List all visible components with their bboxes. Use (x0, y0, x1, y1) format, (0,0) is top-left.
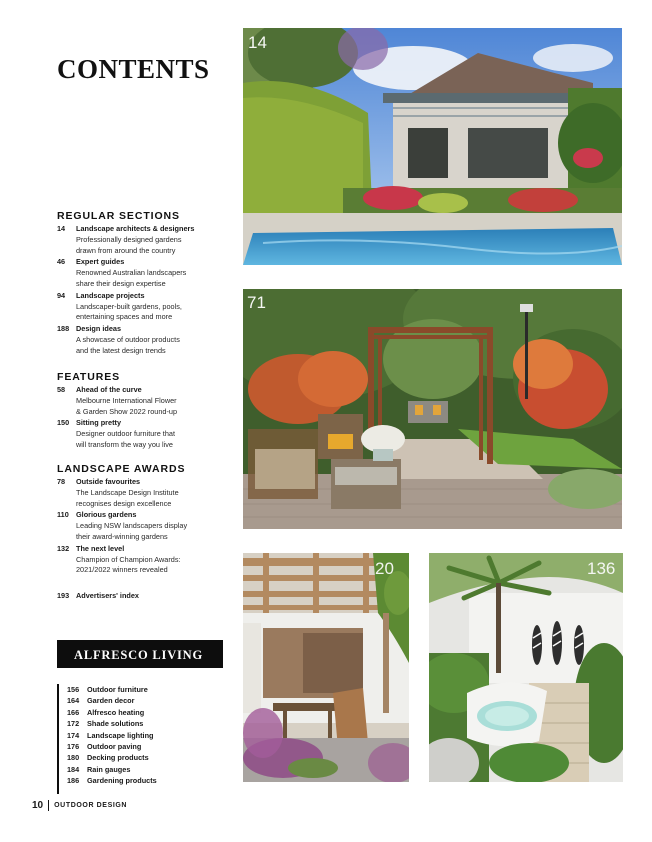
section-heading: FEATURES (57, 371, 121, 383)
photo-pool-house[interactable] (243, 28, 622, 265)
toc-entry[interactable] (57, 324, 237, 356)
toc-page-number: 58 (57, 385, 66, 394)
alfresco-item-title: Outdoor furniture (87, 685, 148, 694)
toc-entry-desc: entertaining spaces and more (76, 312, 173, 322)
toc-page-number: 150 (57, 418, 70, 428)
toc-entry-title: Landscape architects & designers (76, 224, 195, 233)
folio-magazine-name: OUTDOOR DESIGN (54, 802, 128, 809)
toc-entry-desc: Professionally designed gardens (76, 234, 182, 244)
alfresco-item[interactable] (67, 764, 223, 775)
regular-sections (57, 210, 237, 358)
toc-entry[interactable] (57, 510, 237, 542)
photo-page-number: 136 (587, 559, 616, 578)
page-title: CONTENTS (57, 54, 210, 84)
toc-entry[interactable] (57, 477, 237, 509)
toc-page-number: 186 (67, 776, 80, 786)
toc-entry-title: The next level (76, 543, 125, 553)
toc-page-number: 188 (57, 324, 70, 334)
toc-page-number: 156 (67, 685, 80, 694)
toc-entry-desc: drawn from around the country (76, 245, 176, 255)
toc-entry-desc: A showcase of outdoor products (76, 334, 180, 344)
toc-entry[interactable] (57, 544, 237, 576)
photo-timber-pergola-image (243, 553, 409, 782)
features (57, 371, 237, 452)
photo-timber-pergola[interactable] (243, 553, 409, 782)
alfresco-banner: ALFRESCO LIVING (57, 640, 223, 668)
toc-entry-desc: Landscaper-built gardens, pools, (76, 301, 182, 311)
toc-entry-desc: Designer outdoor furniture that (76, 429, 175, 439)
toc-page-number: 176 (67, 742, 80, 752)
toc-entry-desc: will transform the way you live (76, 439, 173, 449)
toc-entry[interactable] (57, 224, 237, 256)
toc-entry-title: Design ideas (76, 324, 122, 334)
advertisers-index (57, 591, 237, 603)
alfresco-item-title: Gardening products (87, 776, 157, 786)
alfresco-item-title: Outdoor paving (87, 742, 142, 752)
photo-pool-house-image (243, 28, 622, 265)
folio-page-number: 10 (32, 800, 44, 811)
toc-page-number: 166 (67, 707, 80, 717)
toc-entry-title: Glorious gardens (76, 510, 137, 520)
toc-entry[interactable] (57, 385, 237, 417)
photo-spa-garden-image (429, 553, 623, 782)
toc-entry-desc: their award-winning gardens (76, 531, 168, 541)
toc-page-number: 164 (67, 696, 80, 706)
toc-entry-title: Landscape projects (76, 290, 145, 300)
alfresco-item-title: Rain gauges (87, 764, 131, 774)
toc-entry[interactable] (57, 591, 237, 602)
folio-divider (48, 800, 49, 811)
alfresco-item[interactable] (67, 741, 223, 752)
toc-entry-title: Expert guides (76, 257, 125, 267)
alfresco-item[interactable] (67, 695, 223, 706)
landscape-awards (57, 463, 237, 577)
photo-pergola-garden[interactable] (243, 289, 622, 529)
toc-entry-desc: Renowned Australian landscapers (76, 268, 187, 278)
alfresco-item[interactable] (67, 752, 223, 763)
alfresco-item-title: Garden decor (87, 696, 135, 706)
toc-entry-desc: Champion of Champion Awards: (76, 554, 181, 564)
toc-entry[interactable] (57, 418, 237, 450)
toc-entry-desc: Leading NSW landscapers display (76, 521, 188, 531)
alfresco-item-title: Shade solutions (87, 719, 144, 729)
toc-entry-title: Advertisers' index (76, 591, 139, 600)
toc-entry[interactable] (57, 291, 237, 323)
section-heading: REGULAR SECTIONS (57, 210, 180, 222)
toc-page-number: 184 (67, 764, 80, 774)
photo-page-number: 20 (375, 559, 394, 578)
alfresco-item[interactable] (67, 718, 223, 729)
page-folio (32, 800, 127, 811)
toc-entry-title: Outside favourites (76, 477, 141, 486)
toc-page-number: 94 (57, 290, 66, 300)
alfresco-item-title: Decking products (87, 753, 149, 763)
toc-page-number: 132 (57, 543, 70, 553)
toc-page-number: 180 (67, 753, 80, 763)
toc-page-number: 193 (57, 591, 70, 600)
toc-entry-desc: recognises design excellence (76, 498, 172, 508)
alfresco-living-box (57, 640, 223, 794)
photo-page-number: 71 (247, 293, 266, 312)
toc-entry-title: Sitting pretty (76, 418, 121, 428)
toc-page-number: 172 (67, 719, 80, 729)
alfresco-item[interactable] (67, 730, 223, 741)
toc-entry-desc: & Garden Show 2022 round-up (76, 406, 178, 416)
photo-pergola-garden-image (243, 289, 622, 529)
toc-page-number: 14 (57, 224, 66, 233)
alfresco-item-title: Alfresco heating (87, 707, 145, 717)
toc-entry-desc: share their design expertise (76, 278, 166, 288)
toc-page-number: 46 (57, 257, 66, 267)
photo-page-number: 14 (248, 33, 267, 52)
section-heading: LANDSCAPE AWARDS (57, 463, 186, 475)
alfresco-list (57, 684, 223, 794)
toc-entry-desc: Melbourne International Flower (76, 395, 177, 405)
toc-page-number: 78 (57, 477, 66, 486)
toc-entry-desc: The Landscape Design Institute (76, 487, 179, 497)
toc-entry-desc: and the latest design trends (76, 345, 166, 355)
toc-entry-desc: 2021/2022 winners revealed (76, 565, 168, 575)
alfresco-item[interactable] (67, 684, 223, 695)
alfresco-item[interactable] (67, 775, 223, 786)
alfresco-item-title: Landscape lighting (87, 730, 154, 740)
toc-page-number: 174 (67, 730, 80, 740)
toc-page-number: 110 (57, 510, 69, 520)
toc-entry-title: Ahead of the curve (76, 385, 142, 394)
toc-entry[interactable] (57, 257, 237, 289)
photo-spa-garden[interactable] (429, 553, 623, 782)
alfresco-item[interactable] (67, 707, 223, 718)
